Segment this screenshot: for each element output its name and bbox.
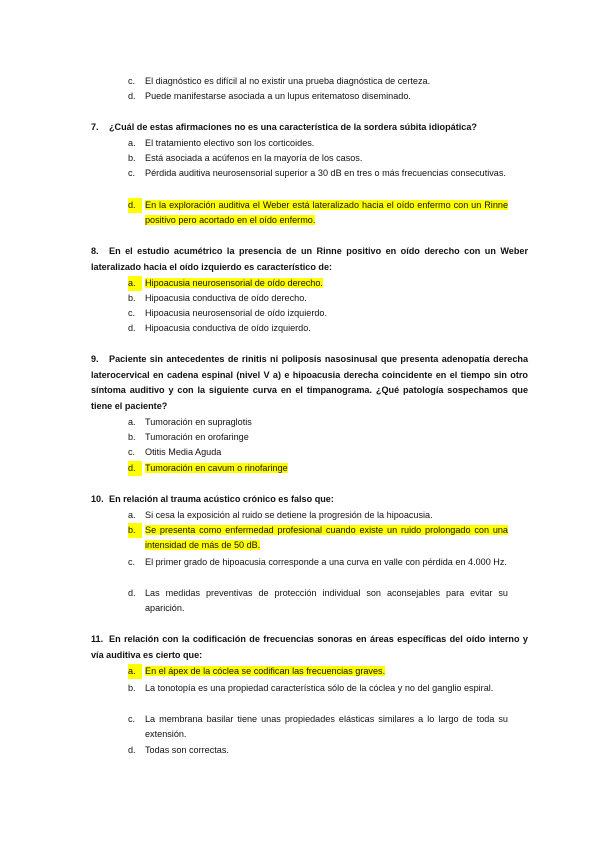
- option-text: Puede manifestarse asociada a un lupus eritematoso diseminado.: [145, 91, 411, 101]
- question-11-stem: [91, 632, 528, 663]
- highlighted-answer: Tumoración en cavum o rinofaringe: [145, 463, 288, 473]
- option-text: Tumoración en supraglotis: [145, 417, 252, 427]
- option-text: El primer grado de hipoacusia corresponde a una curva en valle con pérdida en 4.000 Hz.: [145, 557, 507, 567]
- highlighted-answer: En la exploración auditiva el Weber está lateralizado hacia el oído enfermo con un Rinne positivo pero acortado en el oído enfermo.: [145, 200, 508, 225]
- option-text-wrapper: [145, 276, 508, 291]
- question-10-stem: [91, 492, 528, 508]
- option-letter: b.: [128, 293, 136, 303]
- option-text: Todas son correctas.: [145, 745, 229, 755]
- option-text-wrapper: [145, 461, 508, 476]
- question-number: 8.: [91, 246, 99, 256]
- question-text: En relación al trauma acústico crónico es falso que:: [109, 494, 334, 504]
- option-letter: b.: [128, 683, 136, 693]
- q6-option-d: [128, 89, 528, 104]
- option-letter: d.: [128, 461, 142, 476]
- option-text: Las medidas preventivas de protección individual son aconsejables para evitar su aparición.: [145, 588, 508, 613]
- option-letter: a.: [128, 664, 142, 679]
- option-text: Hipoacusia conductiva de oído derecho.: [145, 293, 307, 303]
- question-text: En relación con la codificación de frecuencias sonoras en áreas específicas del oído interno y vía auditiva es cierto que:: [91, 634, 528, 660]
- option-letter: c.: [128, 557, 136, 567]
- option-letter: a.: [128, 138, 136, 148]
- option-text: La membrana basilar tiene unas propiedades elásticas similares a lo largo de toda su extensión.: [145, 714, 508, 739]
- option-letter: d.: [128, 91, 136, 101]
- option-text: La tonotopía es una propiedad característica sólo de la cóclea y no del ganglio espiral.: [145, 683, 494, 693]
- option-letter: a.: [128, 510, 136, 520]
- option-letter: b.: [128, 523, 142, 538]
- option-text: Si cesa la exposición al ruido se detiene la progresión de la hipoacusia.: [145, 510, 433, 520]
- option-text: Hipoacusia conductiva de oído izquierdo.: [145, 323, 311, 333]
- highlighted-answer: Se presenta como enfermedad profesional cuando existe un ruido prolongado con una intensidad de más de 50 dB.: [145, 525, 508, 550]
- option-text: Tumoración en orofaringe: [145, 432, 249, 442]
- option-text-wrapper: [145, 198, 508, 228]
- option-letter: a.: [128, 276, 142, 291]
- question-text: ¿Cuál de estas afirmaciones no es una característica de la sordera súbita idiopática?: [109, 122, 477, 132]
- option-text: El diagnóstico es difícil al no existir una prueba diagnóstica de certeza.: [145, 76, 431, 86]
- option-letter: a.: [128, 417, 136, 427]
- highlighted-answer: En el ápex de la cóclea se codifican las frecuencias graves.: [145, 666, 386, 676]
- question-7-stem: [91, 120, 528, 136]
- option-letter: c.: [128, 308, 136, 318]
- option-letter: c.: [128, 76, 136, 86]
- question-9-stem: [91, 352, 528, 414]
- option-letter: c.: [128, 168, 136, 178]
- question-number: 7.: [91, 122, 99, 132]
- question-text: En el estudio acumétrico la presencia de un Rinne positivo en oído derecho con un Weber lateralizado hacia el oído izquierdo es característico de:: [91, 246, 528, 272]
- question-number: 9.: [91, 354, 99, 364]
- question-number: 10.: [91, 494, 104, 504]
- option-letter: d.: [128, 588, 136, 598]
- option-text: Está asociada a acúfenos en la mayoría de los casos.: [145, 153, 363, 163]
- option-text: Otitis Media Aguda: [145, 447, 222, 457]
- option-text-wrapper: [145, 664, 508, 679]
- option-text: Pérdida auditiva neurosensorial superior a 30 dB en tres o más frecuencias consecutivas.: [145, 168, 506, 178]
- option-text-wrapper: [145, 523, 508, 553]
- option-letter: b.: [128, 153, 136, 163]
- q6-option-c: [128, 74, 528, 89]
- option-text: Hipoacusia neurosensorial de oído izquierdo.: [145, 308, 327, 318]
- question-8-stem: [91, 244, 528, 275]
- question-text: Paciente sin antecedentes de rinitis ni poliposis nasosinusal que presenta adenopatía derecha laterocervical en cadena espinal (nivel V a) e hipoacusia derecha coincidente en el tiempo sin otro síntoma auditivo y con la siguiente curva en el timpanograma. ¿Qué patología sospechamos que tiene el paciente?: [91, 354, 528, 411]
- option-letter: c.: [128, 714, 136, 724]
- highlighted-answer: Hipoacusia neurosensorial de oído derecho.: [145, 278, 323, 288]
- option-letter: b.: [128, 432, 136, 442]
- option-letter: d.: [128, 745, 136, 755]
- option-text: El tratamiento electivo son los corticoides.: [145, 138, 315, 148]
- option-letter: c.: [128, 447, 136, 457]
- option-letter: d.: [128, 323, 136, 333]
- option-letter: d.: [128, 198, 142, 213]
- question-number: 11.: [91, 634, 104, 644]
